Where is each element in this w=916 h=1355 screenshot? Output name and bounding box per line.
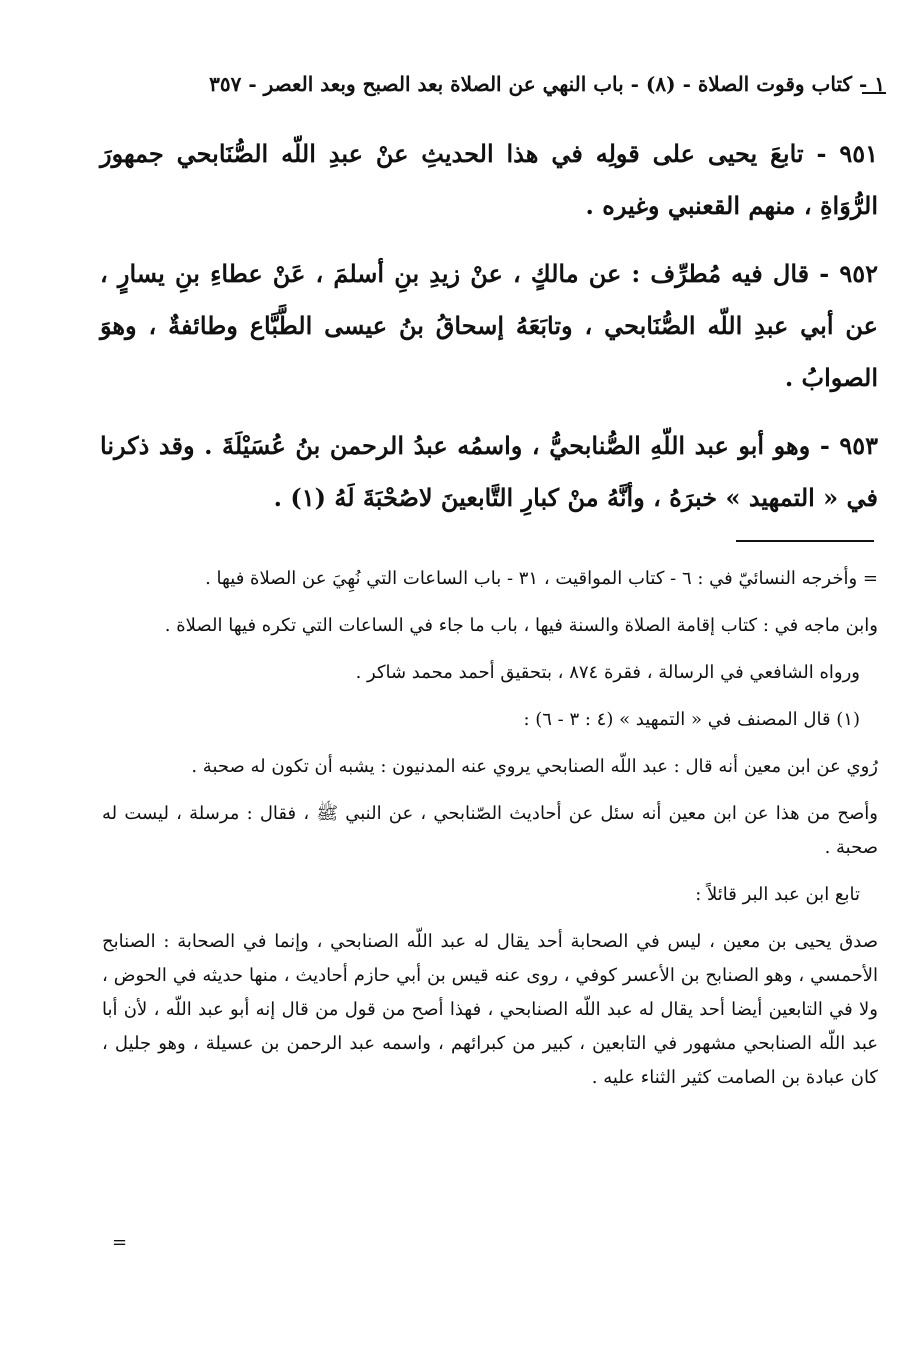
footnote-nasai: = وأخرجه النسائيّ في : ٦ - كتاب المواقيت ، ٣١ - باب الساعات التي نُهِيَ عن الصلاة فيها .: [205, 568, 878, 589]
footnote-1-heading: (١) قال المصنف في « التمهيد » (٤ : ٣ - ٦) :: [523, 709, 860, 730]
paragraph-953: ٩٥٣ - وهو أبو عبد اللّهِ الصُّنابحيُّ ، واسمُه عبدُ الرحمن بنُ عُسَيْلَةَ . وقد ذكرنا في « التمهيد » خبرَهُ ، وأنَّهُ منْ كبارِ التَّابعينَ لاصُحْبَةَ لَهُ (١) .: [100, 431, 878, 512]
continuation-mark: =: [112, 1232, 128, 1253]
footnote-separator: [736, 540, 874, 542]
footnote-ibn-maeen: رُوي عن ابن معين أنه قال : عبد اللّه الصنابحي يروي عنه المدنيون : يشبه أن تكون له صحبة .: [191, 756, 878, 777]
footnote-ibn-majah: وابن ماجه في : كتاب إقامة الصلاة والسنة فيها ، باب ما جاء في الساعات التي تكره فيها الصلاة .: [164, 615, 878, 636]
footnote-ibn-abd-al-barr: تابع ابن عبد البر قائلاً :: [695, 884, 860, 905]
paragraph-951: ٩٥١ - تابعَ يحيى على قولِه في هذا الحديثِ عنْ عبدِ اللّه الصُّنَابحي جمهورَ الرُّوَاةِ ، منهم القعنبي وغيره .: [100, 139, 878, 220]
header-dash-rule: [862, 92, 886, 94]
footnotes: [102, 562, 878, 1108]
main-text: [100, 128, 878, 540]
footnote-more-correct: وأصح من هذا عن ابن معين أنه سئل عن أحاديث الصّنابحي ، عن النبي ﷺ ، فقال : مرسلة ، ليست له صحبة .: [102, 803, 878, 858]
paragraph-952: ٩٥٢ - قال فيه مُطرِّف : عن مالكٍ ، عنْ زيدِ بنِ أسلمَ ، عَنْ عطاءِ بنِ يسارٍ ، عن أبي عبدِ اللّه الصُّنَابحي ، وتابَعَهُ إسحاقُ بنُ عيسى الطَّبَّاع وطائفةٌ ، وهوَ الصوابُ .: [100, 259, 878, 392]
footnote-shafii: ورواه الشافعي في الرسالة ، فقرة ٨٧٤ ، بتحقيق أحمد محمد شاكر .: [355, 662, 860, 683]
footnote-sadaqa: صدق يحيى بن معين ، ليس في الصحابة أحد يقال له عبد اللّه الصنابحي ، وإنما في الصحابة : الصنابح الأحمسي ، وهو الصنابح بن الأعسر كوفي ، روى عنه قيس بن أبي حازم أحاديث ، منها حديثه في الحوض ، ولا في التابعين أيضا أحد يقال له عبد اللّه الصنابحي ، فهذا أصح من قول من قال إنه أبو عبد اللّه ، لأن أبا عبد اللّه الصنابحي مشهور في التابعين ، كبير من كبرائهم ، واسمه عبد الرحمن بن عسيلة ، وهو جليل ، كان عبادة بن الصامت كثير الثناء عليه .: [102, 931, 878, 1088]
running-header: ١ - كتاب وقوت الصلاة - (٨) - باب النهي عن الصلاة بعد الصبح وبعد العصر - ٣٥٧: [209, 72, 885, 96]
